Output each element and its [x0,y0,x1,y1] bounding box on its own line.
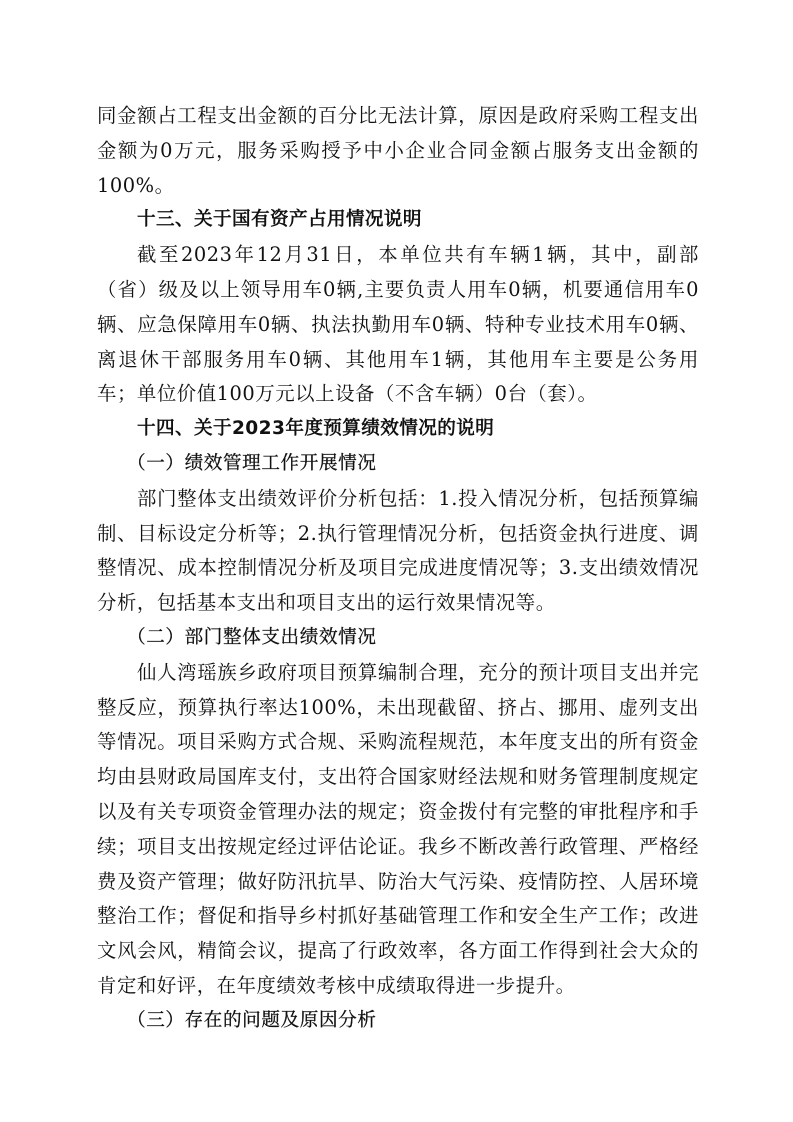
document-page [97,99,699,1039]
subsection-3-heading: （三）存在的问题及原因分析 [127,1009,377,1031]
subsection-2-heading: （二）部门整体支出绩效情况 [127,626,377,648]
paragraph-continuation: 同金额占工程支出金额的百分比无法计算，原因是政府采购工程支出金额为0万元，服务采购授予中小企业合同金额占服务支出金额的100%。 [97,104,699,197]
section-13-heading: 十三、关于国有资产占用情况说明 [137,209,422,231]
section-13-body: 截至2023年12月31日，本单位共有车辆1辆，其中，副部（省）级及以上领导用车0辆,主要负责人用车0辆，机要通信用车0辆、应急保障用车0辆、执法执勤用车0辆、特种专业技术用车0辆、离退休干部服务用车0辆、其他用车1辆，其他用车主要是公务用车；单位价值100万元以上设备（不含车辆）0台（套）。 [97,243,699,406]
subsection-1-body: 部门整体支出绩效评价分析包括：1.投入情况分析，包括预算编制、目标设定分析等；2.执行管理情况分析，包括资金执行进度、调整情况、成本控制情况分析及项目完成进度情况等；3.支出绩效情况分析，包括基本支出和项目支出的运行效果情况等。 [97,486,699,615]
subsection-2-body: 仙人湾瑶族乡政府项目预算编制合理，充分的预计项目支出并完整反应，预算执行率达100%，未出现截留、挤占、挪用、虚列支出等情况。项目采购方式合规、采购流程规范，本年度支出的所有资金均由县财政局国库支付，支出符合国家财经法规和财务管理制度规定以及有关专项资金管理办法的规定；资金拨付有完整的审批程序和手续；项目支出按规定经过评估论证。我乡不断改善行政管理、严格经费及资产管理；做好防汛抗旱、防治大气污染、疫情防控、人居环境整治工作；督促和指导乡村抓好基础管理工作和安全生产工作；改进文风会风，精简会议，提高了行政效率，各方面工作得到社会大众的肯定和好评，在年度绩效考核中成绩取得进一步提升。 [97,660,699,997]
section-14-heading: 十四、关于2023年度预算绩效情况的说明 [137,418,495,440]
subsection-1-heading: （一）绩效管理工作开展情况 [127,452,377,474]
